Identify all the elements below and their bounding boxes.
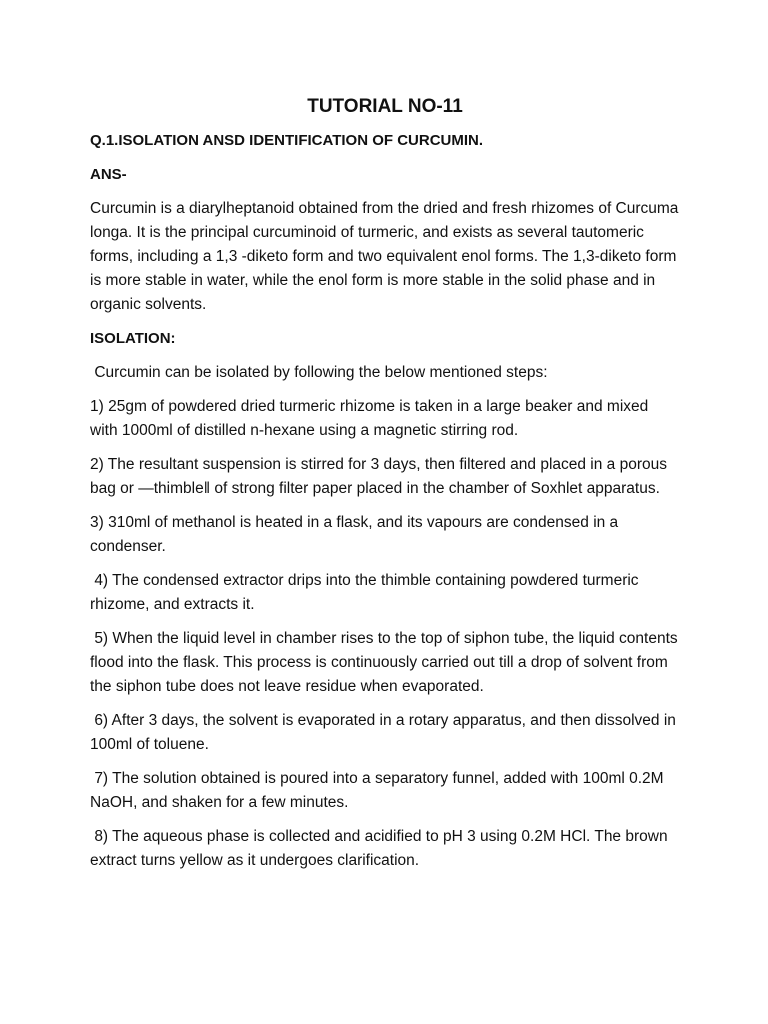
intro-paragraph: Curcumin is a diarylheptanoid obtained from the dried and fresh rhizomes of Curcuma longa. It is the principal curcuminoid of turmeric, and exists as several tautomeric forms, including a 1,3 -diketo form and two equivalent enol forms. The 1,3-diketo form is more stable in water, while the enol form is more stable in the solid phase and in organic solvents. <box>90 200 679 313</box>
question-heading: Q.1.ISOLATION ANSD IDENTIFICATION OF CURCUMIN. <box>90 132 484 149</box>
document-body <box>90 92 680 883</box>
step-6: 6) After 3 days, the solvent is evaporated in a rotary apparatus, and then dissolved in 100ml of toluene. <box>90 712 681 753</box>
isolation-intro: Curcumin can be isolated by following the below mentioned steps: <box>90 364 548 381</box>
step-5: 5) When the liquid level in chamber rises to the top of siphon tube, the liquid contents flood into the flask. This process is continuously carried out till a drop of solvent from the siphon tube does not leave residue when evaporated. <box>90 630 682 695</box>
isolation-heading: ISOLATION: <box>90 330 176 347</box>
step-4: 4) The condensed extractor drips into the thimble containing powdered turmeric rhizome, and extracts it. <box>90 572 643 613</box>
step-1: 1) 25gm of powdered dried turmeric rhizome is taken in a large beaker and mixed with 1000ml of distilled n-hexane using a magnetic stirring rod. <box>90 398 649 439</box>
step-3: 3) 310ml of methanol is heated in a flask, and its vapours are condensed in a condenser. <box>90 514 619 555</box>
document-title: TUTORIAL NO-11 <box>307 96 463 117</box>
step-7: 7) The solution obtained is poured into a separatory funnel, added with 100ml 0.2M NaOH, and shaken for a few minutes. <box>90 770 668 811</box>
answer-label: ANS- <box>90 166 127 183</box>
step-8: 8) The aqueous phase is collected and acidified to pH 3 using 0.2M HCl. The brown extract turns yellow as it undergoes clarification. <box>90 828 672 869</box>
step-2: 2) The resultant suspension is stirred for 3 days, then filtered and placed in a porous bag or ―thimble‖ of strong filter paper placed in the chamber of Soxhlet apparatus. <box>90 456 667 497</box>
